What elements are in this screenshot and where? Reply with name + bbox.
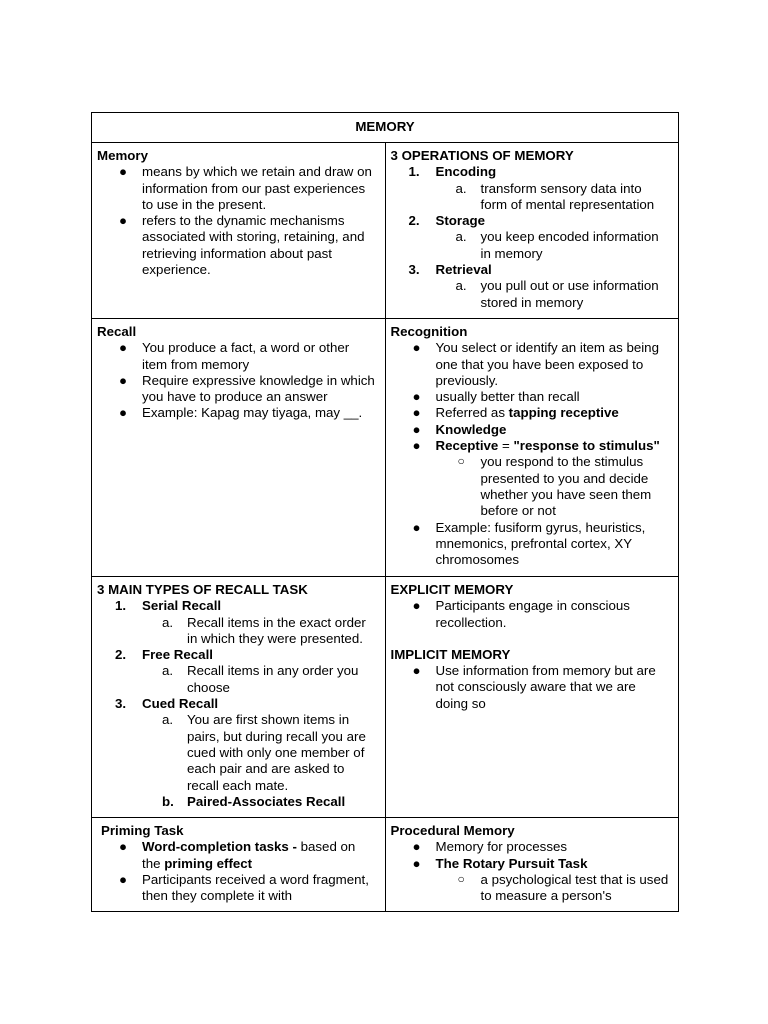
sub-list-item: a. you keep encoded information in memory [455,229,659,261]
explicit-bullets [391,598,671,631]
explicit-implicit-cell [385,577,679,818]
recall-bullets [97,340,377,421]
procedural-cell [385,818,679,912]
recognition-bullets [391,340,671,568]
list-item: ● The Rotary Pursuit Task [412,855,588,871]
sub-list-item: ○ a psychological test that is used to measure a person's [457,871,669,904]
list-item: ● means by which we retain and draw on information from our past experiences to use in the present. [119,164,372,212]
recognition-cell [385,319,679,577]
list-item: 3. Cued Recall [115,696,219,712]
list-item: ● You select or identify an item as being one that you have been exposed to previously. [412,340,659,388]
priming-heading: Priming Task [101,823,184,838]
priming-cell [92,818,386,912]
priming-bullets [97,839,377,904]
sub-list-item: a. Recall items in any order you choose [162,663,359,695]
memory-definition-cell [92,143,386,319]
sub-list-item: a. Recall items in the exact order in which they were presented. [162,614,366,646]
memory-heading: Memory [97,148,148,163]
implicit-bullets [391,663,671,712]
sub-list-item: b. Paired-Associates Recall [162,793,346,809]
list-item: ● Participants received a word fragment, then they complete it with [119,871,369,904]
list-item: ● refers to the dynamic mechanisms associated with storing, retaining, and retrieving information about past experience. [119,213,365,278]
procedural-heading: Procedural Memory [390,823,515,838]
list-item: ● Receptive = "response to stimulus" [412,438,660,454]
recall-tasks-heading: 3 MAIN TYPES OF RECALL TASK [97,582,308,597]
sub-list-item: ○ you respond to the stimulus presented to you and decide whether you have seen them before or not [457,454,652,519]
procedural-bullets [391,839,671,904]
sub-list-item: a. you pull out or use information stored in memory [455,278,659,310]
list-item: ● You produce a fact, a word or other item from memory [119,340,350,372]
recognition-heading: Recognition [390,324,468,339]
bullet-marker: ● [119,213,128,229]
operations-cell [385,143,679,319]
table-title: MEMORY [92,113,679,143]
explicit-heading: EXPLICIT MEMORY [390,582,514,597]
list-item: ● Participants engage in conscious recollection. [412,598,630,630]
list-item: 3. Retrieval [408,262,492,278]
list-item: ● Example: Kapag may tiyaga, may __. [119,405,363,421]
operations-heading: 3 OPERATIONS OF MEMORY [390,148,574,163]
list-item: 1. Encoding [408,164,497,180]
list-item: ● Word-completion tasks - based on the priming effect [119,839,356,871]
operations-list [391,164,671,311]
list-item: ● Require expressive knowledge in which you have to produce an answer [119,372,375,405]
memory-bullets [97,164,377,278]
list-item: 2. Storage [408,213,486,229]
list-item: ● Knowledge [412,421,507,437]
list-item: 1. Serial Recall [115,598,222,614]
recall-cell [92,319,386,577]
spacer [391,631,671,647]
recall-tasks-list [97,598,377,810]
list-item: ● Memory for processes [412,839,568,855]
sub-list-item: a. You are first shown items in pairs, but during recall you are cued with only one member of each pair and are asked to recall each mate. [162,712,366,793]
list-item: ● Referred as tapping receptive [412,405,619,421]
list-item: 2. Free Recall [115,647,213,663]
list-item: ● Use information from memory but are not consciously aware that we are doing so [412,663,656,711]
bullet-marker: ● [119,164,128,180]
list-item: ● Example: fusiform gyrus, heuristics, mnemonics, prefrontal cortex, XY chromosomes [412,519,646,568]
memory-table [91,112,679,912]
sub-list-item: a. transform sensory data into form of mental representation [455,180,655,212]
list-item: ● usually better than recall [412,389,580,405]
recall-heading: Recall [97,324,137,339]
recall-tasks-cell [92,577,386,818]
implicit-heading: IMPLICIT MEMORY [390,646,511,662]
